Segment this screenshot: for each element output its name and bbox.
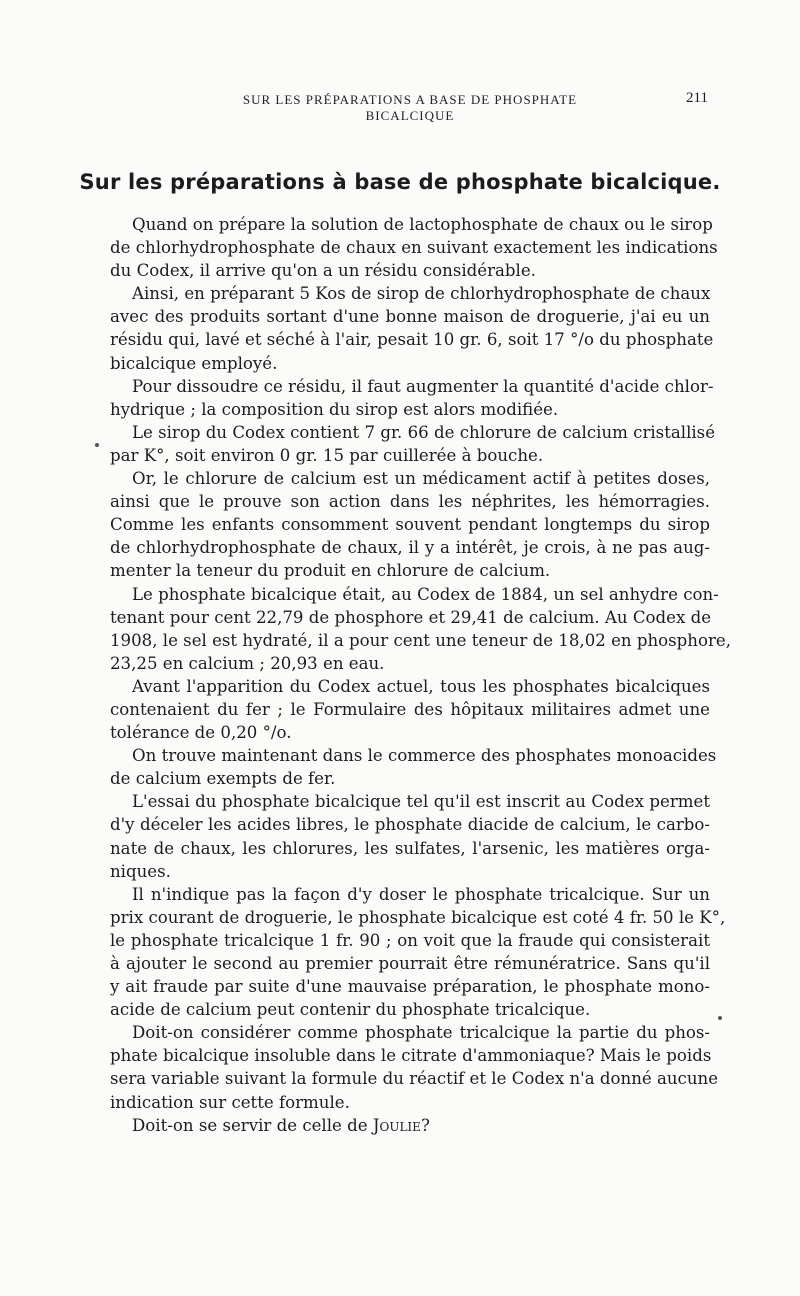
text-line-final bbox=[110, 1114, 710, 1137]
author-name: Joulie bbox=[372, 1115, 421, 1135]
text-line: Doit-on considérer comme phosphate tricalcique la partie du phos- bbox=[132, 1023, 710, 1043]
text-line: contenaient du fer ; le Formulaire des hôpitaux militaires admet une bbox=[110, 699, 710, 719]
final-line-text: Doit-on se servir de celle de bbox=[132, 1115, 368, 1135]
text-line: à ajouter le second au premier pourrait être rémunératrice. Sans qu'il bbox=[110, 954, 710, 973]
text-line: prix courant de droguerie, le phosphate bicalcique est coté 4 fr. 50 le K°, bbox=[110, 907, 726, 927]
text-line: L'essai du phosphate bicalcique tel qu'il est inscrit au Codex permet bbox=[132, 792, 710, 812]
article-body bbox=[110, 213, 732, 1137]
text-line: hydrique ; la composition du sirop est alors modifiée. bbox=[110, 399, 559, 419]
text-line: tenant pour cent 22,79 de phosphore et 29,41 de calcium. Au Codex de bbox=[110, 607, 712, 627]
text-line: Quand on prépare la solution de lactophosphate de chaux ou le sirop bbox=[132, 215, 713, 234]
text-line: Or, le chlorure de calcium est un médicament actif à petites doses, bbox=[132, 469, 710, 489]
text-line: Comme les enfants consomment souvent pendant longtemps du sirop bbox=[110, 515, 710, 535]
text-line: bicalcique employé. bbox=[110, 353, 278, 373]
text-line: Ainsi, en préparant 5 Kos de sirop de chlorhydrophosphate de chaux bbox=[132, 284, 711, 304]
text-line: par K°, soit environ 0 gr. 15 par cuillerée à bouche. bbox=[110, 445, 544, 465]
text-line: de chlorhydrophosphate de chaux, il y a intérêt, je crois, à ne pas aug- bbox=[110, 538, 710, 558]
text-line: Avant l'apparition du Codex actuel, tous les phosphates bicalciques bbox=[132, 676, 710, 696]
text-line: Pour dissoudre ce résidu, il faut augmenter la quantité d'acide chlor- bbox=[132, 376, 714, 396]
text-line: menter la teneur du produit en chlorure de calcium. bbox=[110, 561, 551, 581]
text-line: tolérance de 0,20 °/o. bbox=[110, 723, 292, 743]
text-line: phate bicalcique insoluble dans le citrate d'ammoniaque? Mais le poids bbox=[110, 1046, 712, 1066]
margin-dot bbox=[95, 443, 99, 447]
text-line: Le sirop du Codex contient 7 gr. 66 de chlorure de calcium cristallisé bbox=[132, 422, 716, 442]
text-line: d'y déceler les acides libres, le phosphate diacide de calcium, le carbo- bbox=[110, 815, 710, 835]
text-line: Le phosphate bicalcique était, au Codex de 1884, un sel anhydre con- bbox=[132, 584, 719, 604]
article-title: Sur les préparations à base de phosphate bicalcique. bbox=[79, 170, 721, 194]
final-punctuation: ? bbox=[420, 1115, 430, 1135]
text-line: avec des produits sortant d'une bonne maison de droguerie, j'ai eu un bbox=[110, 307, 710, 327]
text-line: le phosphate tricalcique 1 fr. 90 ; on voit que la fraude qui consisterait bbox=[110, 930, 710, 950]
text-line: 1908, le sel est hydraté, il a pour cent une teneur de 18,02 en phosphore, bbox=[110, 630, 732, 650]
text-line: de calcium exempts de fer. bbox=[110, 769, 336, 789]
margin-dot bbox=[718, 1016, 722, 1020]
text-line: sera variable suivant la formule du réactif et le Codex n'a donné aucune bbox=[110, 1069, 719, 1089]
text-line: nate de chaux, les chlorures, les sulfates, l'arsenic, les matières orga- bbox=[110, 838, 710, 858]
text-line: de chlorhydrophosphate de chaux en suivant exactement les indications bbox=[110, 238, 718, 258]
text-line: ainsi que le prouve son action dans les néphrites, les hémorragies. bbox=[110, 492, 710, 512]
text-line: 23,25 en calcium ; 20,93 en eau. bbox=[110, 653, 385, 673]
text-line: Il n'indique pas la façon d'y doser le phosphate tricalcique. Sur un bbox=[132, 884, 710, 904]
text-line: niques. bbox=[110, 861, 171, 881]
text-line: indication sur cette formule. bbox=[110, 1092, 350, 1112]
text-line: du Codex, il arrive qu'on a un résidu considérable. bbox=[110, 261, 536, 281]
text-line: y ait fraude par suite d'une mauvaise préparation, le phosphate mono- bbox=[110, 977, 710, 997]
page-number: 211 bbox=[686, 90, 708, 106]
text-line: On trouve maintenant dans le commerce des phosphates monoacides bbox=[132, 746, 717, 766]
text-line: résidu qui, lavé et séché à l'air, pesait 10 gr. 6, soit 17 °/o du phosphate bbox=[110, 330, 714, 350]
text-line: acide de calcium peut contenir du phosphate tricalcique. bbox=[110, 1000, 591, 1020]
running-head: SUR LES PRÉPARATIONS A BASE DE PHOSPHATE BICALCIQUE bbox=[242, 92, 578, 123]
